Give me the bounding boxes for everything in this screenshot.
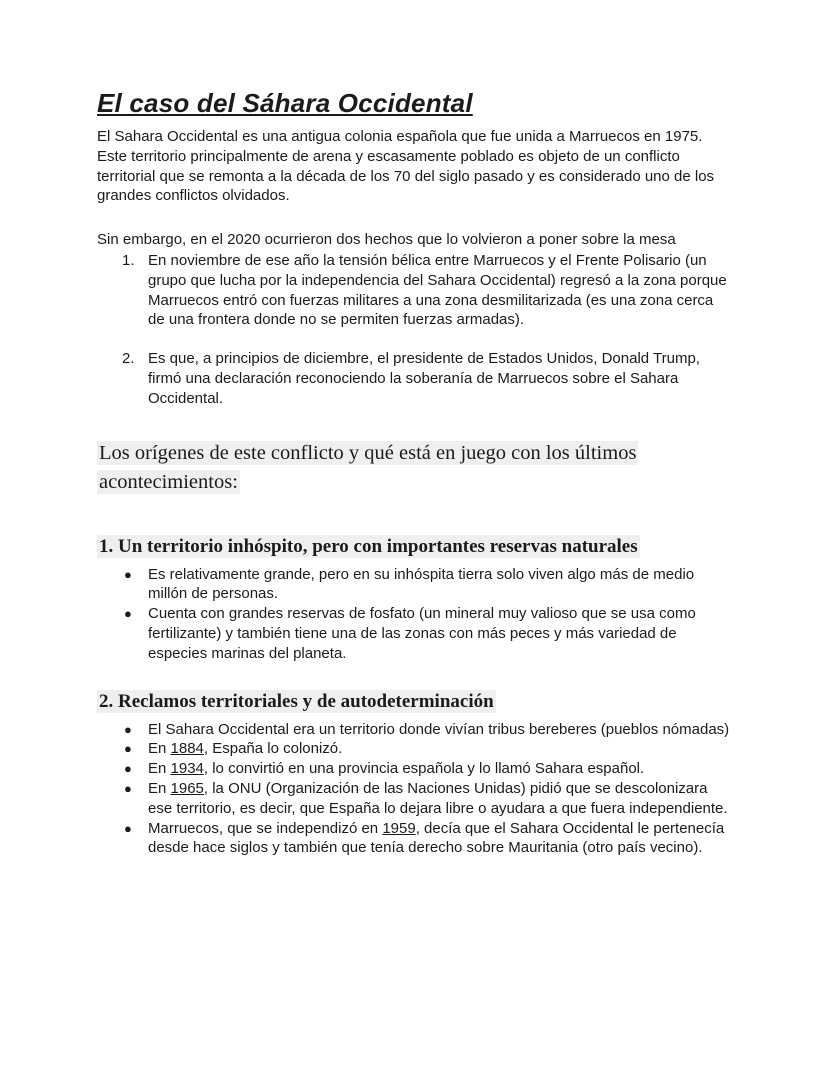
bullet-item-text [148, 720, 734, 740]
origins-subtitle-text: Los orígenes de este conflicto y qué está en juego con los últimos acontecimientos: [99, 441, 637, 493]
section-2-bullet-list [97, 720, 734, 859]
list-item [97, 759, 734, 779]
section-1-heading [97, 533, 697, 560]
bullet-text-segment: En [148, 779, 171, 797]
list-item [97, 604, 734, 663]
underlined-year: 1934 [170, 760, 204, 778]
list-item [97, 819, 734, 859]
section-2-heading [97, 688, 697, 715]
origins-subtitle [97, 439, 734, 497]
bullet-text-segment: , la ONU (Organización de las Naciones Unidas) pidió que se descolonizara ese territorio, es decir, que España lo dejara libre o ayudara a que fuera independiente. [148, 779, 728, 817]
bullet-text-segment: , decía que el Sahara Occidental le pertenecía desde hace siglos y también que tenía derecho sobre Mauritania (otro país vecino). [148, 819, 725, 857]
underlined-year: 1959 [382, 819, 416, 837]
bullet-icon: ● [124, 820, 132, 836]
bullet-text-segment: El Sahara Occidental era un territorio donde vivían tribus bereberes (pueblos nómadas) [148, 720, 730, 738]
bullet-text-segment: En [148, 760, 171, 778]
bullet-icon: ● [124, 741, 132, 757]
bullet-icon: ● [124, 606, 132, 622]
document-title: El caso del Sáhara Occidental [97, 88, 473, 118]
list-item [97, 779, 734, 819]
intro-paragraph: El Sahara Occidental es una antigua colonia española que fue unida a Marruecos en 1975. Este territorio principalmente de arena y escasamente poblado es objeto de un conflicto territorial que se remonta a la década de los 70 del siglo pasado y es considerado uno de los grandes conflictos olvidados. [97, 128, 715, 205]
numbered-item-2 [97, 349, 734, 408]
bullet-text-segment: , lo convirtió en una provincia española y lo llamó Sahara español. [203, 760, 645, 778]
bullet-item-text: Es relativamente grande, pero en su inhóspita tierra solo viven algo más de medio millón de personas. [148, 565, 695, 603]
section-1-bullet-list [97, 565, 734, 664]
bullet-item-text [148, 819, 734, 859]
bullet-item-text: Cuenta con grandes reservas de fosfato (un mineral muy valioso que se usa como fertilizante) y también tiene una de las zonas con más peces y más variedad de especies marinas del planeta. [148, 605, 696, 662]
bullet-icon: ● [124, 721, 132, 737]
numbered-item-1 [97, 251, 734, 330]
second-paragraph: Sin embargo, en el 2020 ocurrieron dos hechos que lo volvieron a poner sobre la mesa [97, 231, 676, 249]
list-number: 2. [122, 350, 135, 368]
bullet-item-text [148, 779, 734, 819]
numbered-list [97, 251, 734, 409]
list-item [97, 565, 734, 605]
list-number: 1. [122, 251, 135, 269]
bullet-icon: ● [124, 566, 132, 582]
numbered-item-text: En noviembre de ese año la tensión bélica entre Marruecos y el Frente Polisario (un grupo que lucha por la independencia del Sahara Occidental) regresó a la zona porque Marruecos entró con fuerzas militares a una zona desmilitarizada (es una zona cerca de una frontera donde no se permiten fuerzas armadas). [148, 251, 727, 329]
bullet-icon: ● [124, 780, 132, 796]
bullet-text-segment: En [148, 740, 171, 758]
bullet-icon: ● [124, 761, 132, 777]
bullet-text-segment: , España lo colonizó. [203, 740, 343, 758]
section-2-heading-text: 2. Reclamos territoriales y de autodeterminación [99, 690, 494, 712]
list-item [97, 739, 734, 759]
bullet-item-text [148, 759, 734, 779]
list-item [97, 720, 734, 740]
bullet-text-segment: Marruecos, que se independizó en [148, 819, 383, 837]
numbered-item-text: Es que, a principios de diciembre, el presidente de Estados Unidos, Donald Trump, firmó una declaración reconociendo la soberanía de Marruecos sobre el Sahara Occidental. [148, 350, 700, 407]
section-1-heading-text: 1. Un territorio inhóspito, pero con importantes reservas naturales [99, 535, 638, 557]
underlined-year: 1965 [170, 779, 204, 797]
bullet-item-text [148, 739, 734, 759]
underlined-year: 1884 [170, 740, 204, 758]
